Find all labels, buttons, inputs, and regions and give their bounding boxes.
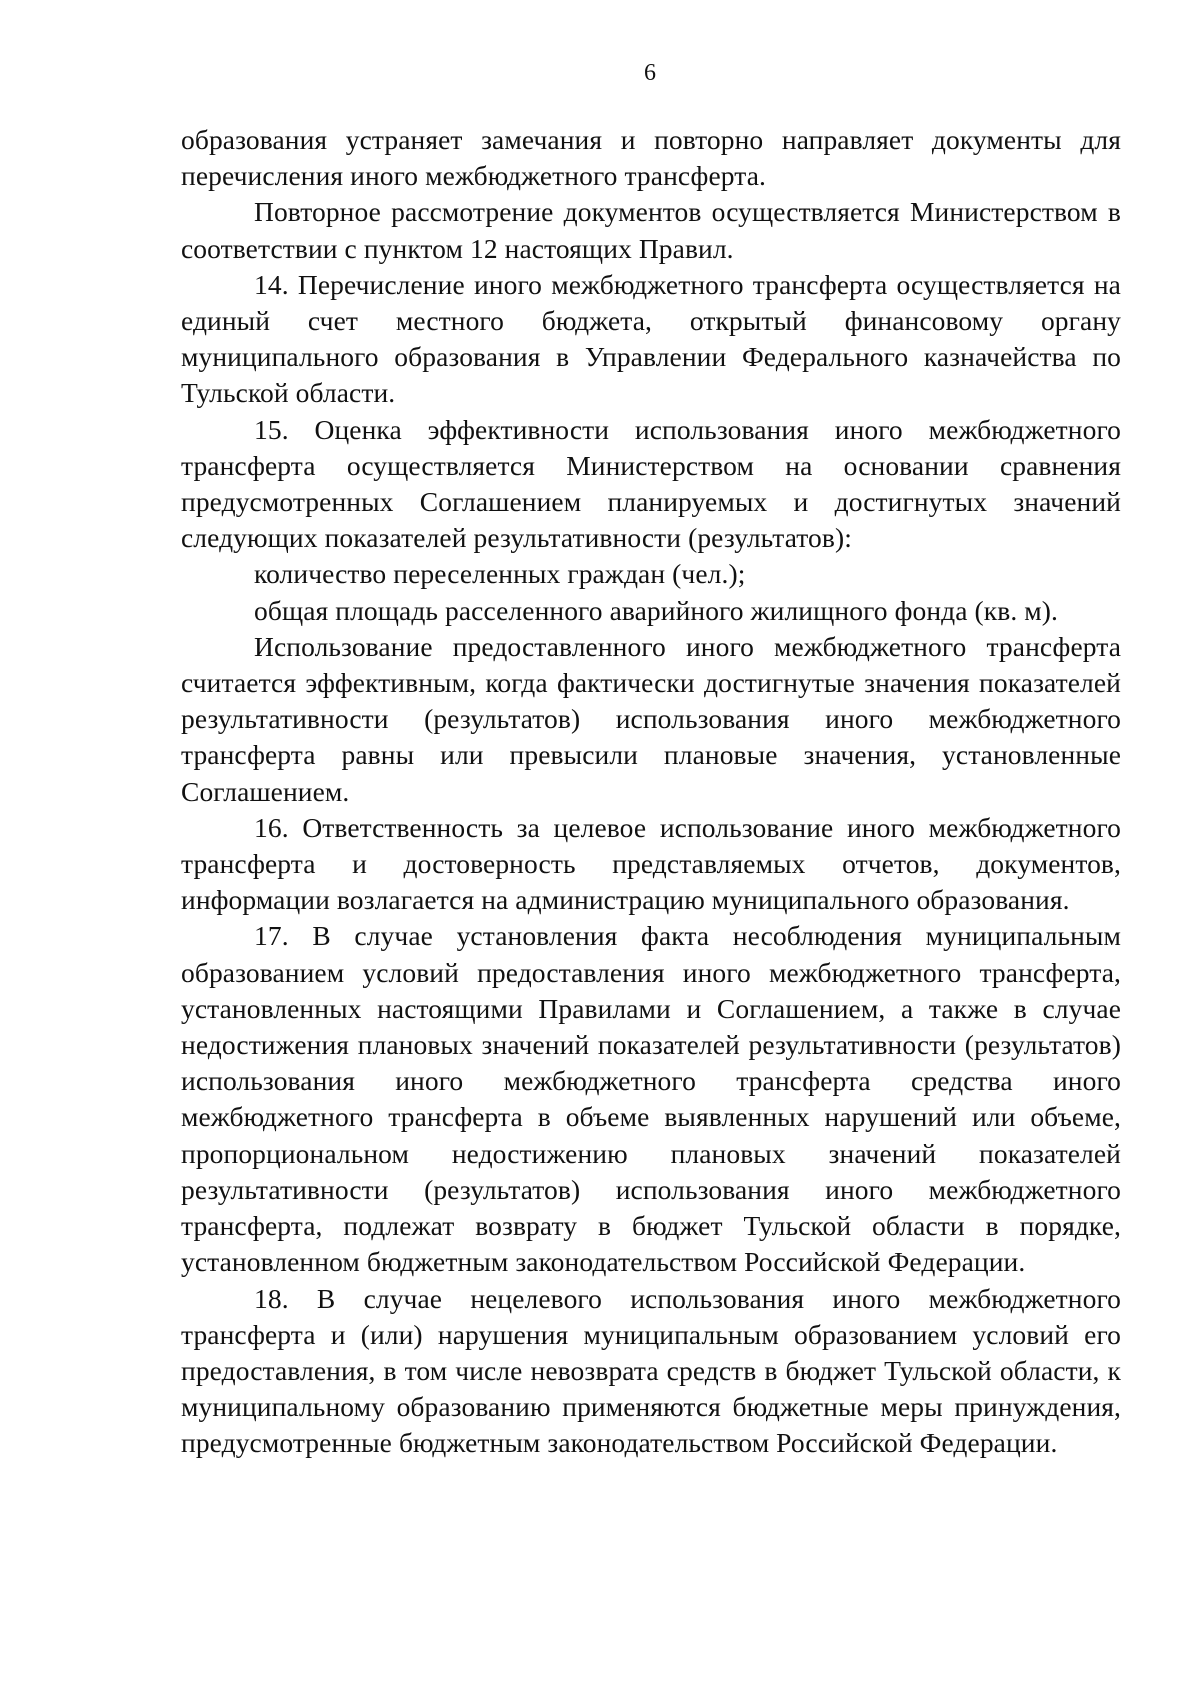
indicator-housing-area: общая площадь расселенного аварийного жилищного фонда (кв. м). <box>254 594 1059 626</box>
paragraph-14: 14. Перечисление иного межбюджетного трансферта осуществляется на единый счет местного бюджета, открытый финансовому органу муниципального образования в Управлении Федерального казначейства по Тульской области. <box>181 268 1121 409</box>
paragraph-16: 16. Ответственность за целевое использование иного межбюджетного трансферта и достоверность представляемых отчетов, документов, информации возлагается на администрацию муниципального образования. <box>181 811 1121 916</box>
paragraph-17: 17. В случае установления факта несоблюдения муниципальным образованием условий предоставления иного межбюджетного трансферта, установленных настоящими Правилами и Соглашением, а также в случае недостижения плановых значений показателей результативности (результатов) использования иного межбюджетного трансферта средства иного межбюджетного трансферта в объеме выявленных нарушений или объеме, пропорциональном недостижению плановых значений показателей результативности (результатов) использования иного межбюджетного трансферта, подлежат возврату в бюджет Тульской области в порядке, установленном бюджетным законодательством Российской Федерации. <box>181 920 1121 1278</box>
paragraph-18: 18. В случае нецелевого использования иного межбюджетного трансферта и (или) нарушения муниципальным образованием условий его предоставления, в том числе невозврата средств в бюджет Тульской области, к муниципальному образованию применяются бюджетные меры принуждения, предусмотренные бюджетным законодательством Российской Федерации. <box>181 1282 1121 1459</box>
page-number: 6 <box>644 60 656 86</box>
paragraph-continuation: образования устраняет замечания и повторно направляет документы для перечисления иного межбюджетного трансферта. <box>181 124 1121 192</box>
paragraph-repeat-review: Повторное рассмотрение документов осуществляется Министерством в соответствии с пунктом 12 настоящих Правил. <box>181 196 1121 264</box>
paragraph-effectiveness: Использование предоставленного иного межбюджетного трансферта считается эффективным, когда фактически достигнутые значения показателей результативности (результатов) использования иного межбюджетного трансферта равны или превысили плановые значения, установленные Соглашением. <box>181 630 1121 807</box>
paragraph-15: 15. Оценка эффективности использования иного межбюджетного трансферта осуществляется Министерством на основании сравнения предусмотренных Соглашением планируемых и достигнутых значений следующих показателей результативности (результатов): <box>181 413 1121 554</box>
document-body <box>181 122 1121 1462</box>
indicator-relocated-citizens: количество переселенных граждан (чел.); <box>254 558 746 590</box>
